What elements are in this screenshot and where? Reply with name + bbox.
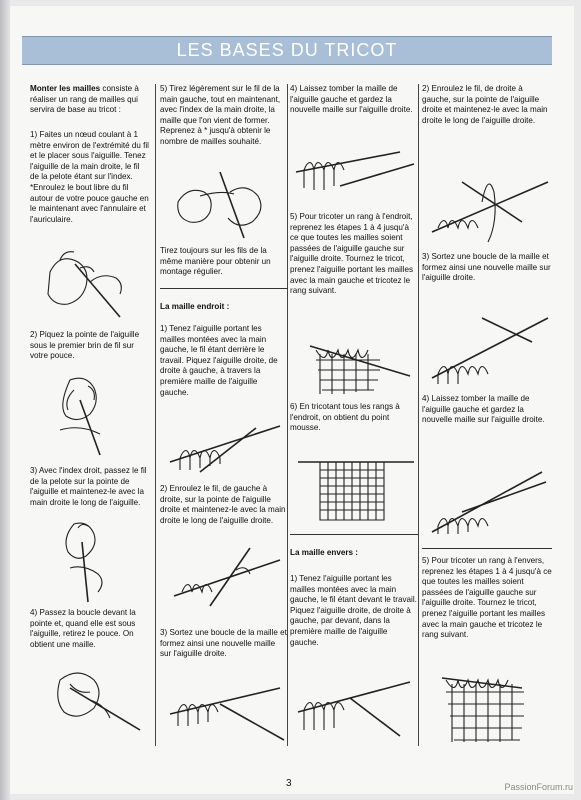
hand-illustration	[30, 370, 150, 460]
hand-illustration	[30, 660, 150, 740]
needle-illustration	[290, 142, 418, 208]
needle-illustration	[422, 452, 552, 542]
knit-step-1: 1) Tenez l'aiguille portant les mailles montées avec la main gauche, le fil étant derrière le travail. Piquez l'aiguille droite, de droite à gauche, à travers la première maille de l'aiguille gauche.	[160, 324, 278, 397]
purl-step-1: 1) Tenez l'aiguille portant les mailles montées avec la main gauche, le fil étant devant le travail. Piquez l'aiguille droite, de droite à gauche, par devant, dans la première maille de l'aiguille gauche.	[290, 574, 417, 647]
purl-step-5: 5) Pour tricoter un rang à l'envers, reprenez les étapes 1 à 4 jusqu'à ce que toutes les mailles soient passées de l'aiguille gauche sur l'aiguille droite. Tournez le tricot, prenez l'aiguille portant les mailles avec la main gauche et tricotez le rang suivant.	[422, 556, 552, 640]
purl-heading: La maille envers :	[290, 548, 358, 557]
page-title: LES BASES DU TRICOT	[22, 36, 552, 65]
caston-step-1: 1) Faites un nœud coulant à 1 mètre environ de l'extrémité du fil et le placer sous l'aiguille. Tenez l'aiguille de la main droite, le fil de la pelote étant sur l'index. *Enroulez le bout libre du fil autour de votre pouce gauche en le maintenant avec l'annulaire et l'auriculaire.	[30, 130, 149, 224]
needle-illustration	[422, 308, 552, 390]
section-divider	[290, 534, 418, 535]
hand-illustration	[30, 516, 150, 604]
caston-note: Tirez toujours sur les fils de la même manière pour obtenir un montage régulier.	[160, 246, 271, 277]
garter-stitch-illustration	[290, 454, 418, 526]
knit-step-6: 6) En tricotant tous les rangs à l'endroit, on obtient du point mousse.	[290, 402, 400, 433]
needle-illustration	[160, 674, 288, 742]
knit-heading: La maille endroit :	[160, 302, 230, 311]
page-number: 3	[286, 778, 292, 789]
purl-step-4: 4) Laissez tomber la maille de l'aiguille gauche et gardez la nouvelle maille sur l'aiguille droite.	[422, 394, 545, 425]
needle-illustration	[290, 336, 418, 400]
needle-illustration	[160, 412, 288, 478]
column-divider	[155, 84, 156, 746]
caston-step-2: 2) Piquez la pointe de l'aiguille sous le premier brin de fil sur votre pouce.	[30, 330, 140, 361]
knit-step-3: 3) Sortez une boucle de la maille et formez ainsi une nouvelle maille sur l'aiguille droite.	[160, 628, 287, 659]
section-divider	[160, 288, 288, 289]
hand-illustration	[160, 162, 288, 244]
intro-heading: Monter les mailles	[30, 84, 101, 93]
needle-illustration	[160, 540, 288, 610]
needle-illustration	[422, 162, 552, 252]
hand-illustration	[30, 242, 150, 322]
caston-step-3: 3) Avec l'index droit, passez le fil de la pelote sur la pointe de l'aiguille et maintenez-le avec la main droite le long de l'aiguille.	[30, 466, 147, 507]
column-divider	[418, 84, 419, 746]
page-spine	[0, 0, 10, 800]
needle-illustration	[422, 668, 552, 746]
knit-step-2: 2) Enroulez le fil, de gauche à droite, sur la pointe de l'aiguille droite et maintenez-le avec la main droite le long de l'aiguille droite.	[160, 484, 286, 525]
needle-illustration	[290, 672, 418, 742]
caston-step-4: 4) Passez la boucle devant la pointe et, quand elle est sous l'aiguille, retirez le pouce. On obtient une maille.	[30, 608, 136, 649]
purl-step-2: 2) Enroulez le fil, de droite à gauche, sur la pointe de l'aiguille droite et maintenez-le avec la main droite le long de l'aiguille droite.	[422, 84, 548, 125]
watermark: PassionForum.ru	[504, 782, 573, 792]
intro-text: consiste à réaliser un rang de mailles qui servira de base au tricot :	[30, 84, 139, 115]
caston-step-5: 5) Tirez légèrement sur le fil de la main gauche, tout en maintenant, avec l'index de la main droite, la maille que l'on vient de former. Reprenez à * jusqu'à obtenir le nombre de mailles souhaité.	[160, 84, 281, 146]
purl-step-3: 3) Sortez une boucle de la maille et formez ainsi une nouvelle maille sur l'aiguille droite.	[422, 252, 551, 283]
section-divider	[422, 548, 552, 549]
knit-step-4: 4) Laissez tomber la maille de l'aiguille gauche et gardez la nouvelle maille sur l'aiguille droite.	[290, 84, 413, 115]
intro-paragraph	[30, 84, 150, 116]
knit-step-5: 5) Pour tricoter un rang à l'endroit, reprenez les étapes 1 à 4 jusqu'à ce que toutes les mailles soient passées de l'aiguille gauche sur l'aiguille droite. Tournez le tricot, prenez l'aiguille portant les mailles avec la main gauche et tricotez le rang suivant.	[290, 212, 414, 296]
